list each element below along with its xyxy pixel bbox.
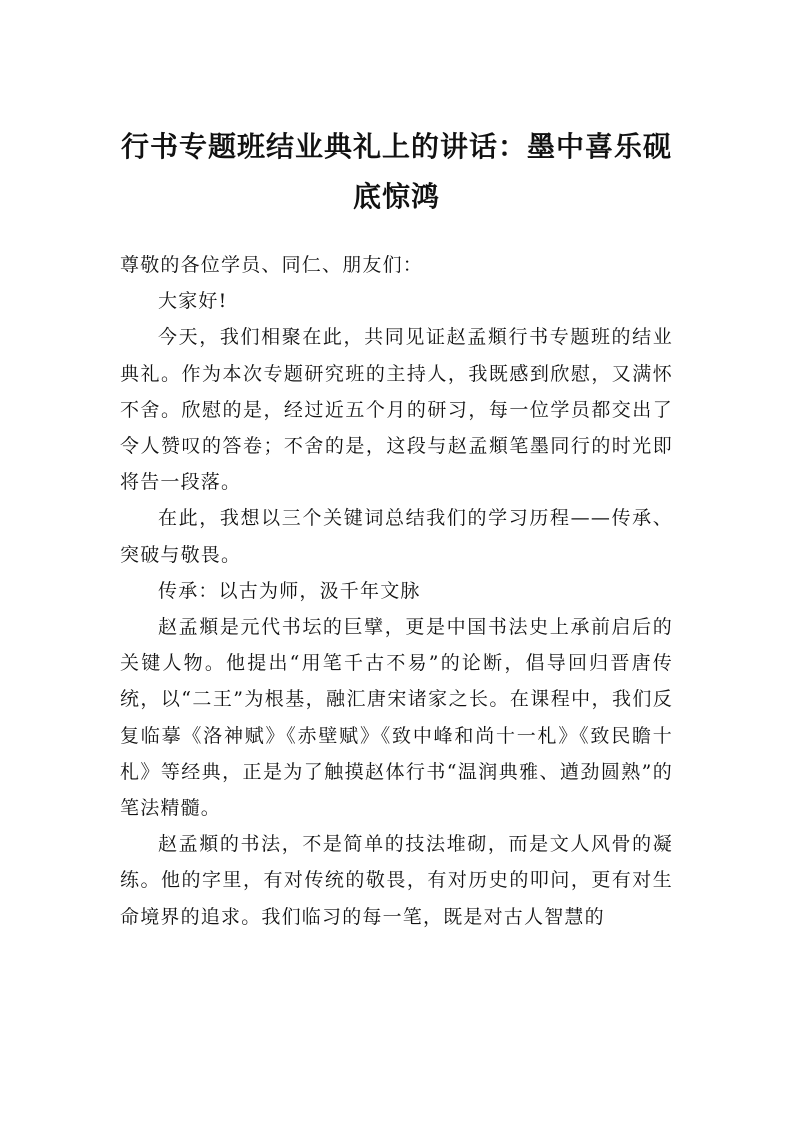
paragraph: 赵孟頫的书法，不是简单的技法堆砌，而是文人风骨的凝练。他的字里，有对传统的敬畏，有对历史的叩问，更有对生命境界的追求。我们临习的每一笔，既是对古人智慧的 — [120, 833, 673, 928]
paragraph: 赵孟頫是元代书坛的巨擘，更是中国书法史上承前启后的关键人物。他提出“用笔千古不易”的论断，倡导回归晋唐传统，以“二王”为根基，融汇唐宋诸家之长。在课程中，我们反复临摹《洛神赋》《赤壁赋》《致中峰和尚十一札》《致民瞻十札》等经典，正是为了触摸赵体行书“温润典雅、遒劲圆熟”的笔法精髓。 — [120, 616, 673, 820]
title-line-2: 底惊鸿 — [352, 180, 440, 213]
document-body — [120, 247, 673, 935]
paragraph: 在此，我想以三个关键词总结我们的学习历程——传承、突破与敬畏。 — [120, 507, 673, 566]
greeting: 大家好! — [158, 290, 228, 313]
title-line-1: 行书专题班结业典礼上的讲话：墨中喜乐砚 — [120, 130, 672, 163]
section-heading: 传承：以古为师，汲千年文脉 — [158, 579, 421, 602]
paragraph: 今天，我们相聚在此，共同见证赵孟頫行书专题班的结业典礼。作为本次专题研究班的主持人，我既感到欣慰，又满怀不舍。欣慰的是，经过近五个月的研习，每一位学员都交出了令人赞叹的答卷；不舍的是，这段与赵孟頫笔墨同行的时光即将告一段落。 — [120, 326, 673, 494]
salutation: 尊敬的各位学员、同仁、朋友们： — [120, 254, 424, 276]
document-title — [120, 0, 673, 222]
